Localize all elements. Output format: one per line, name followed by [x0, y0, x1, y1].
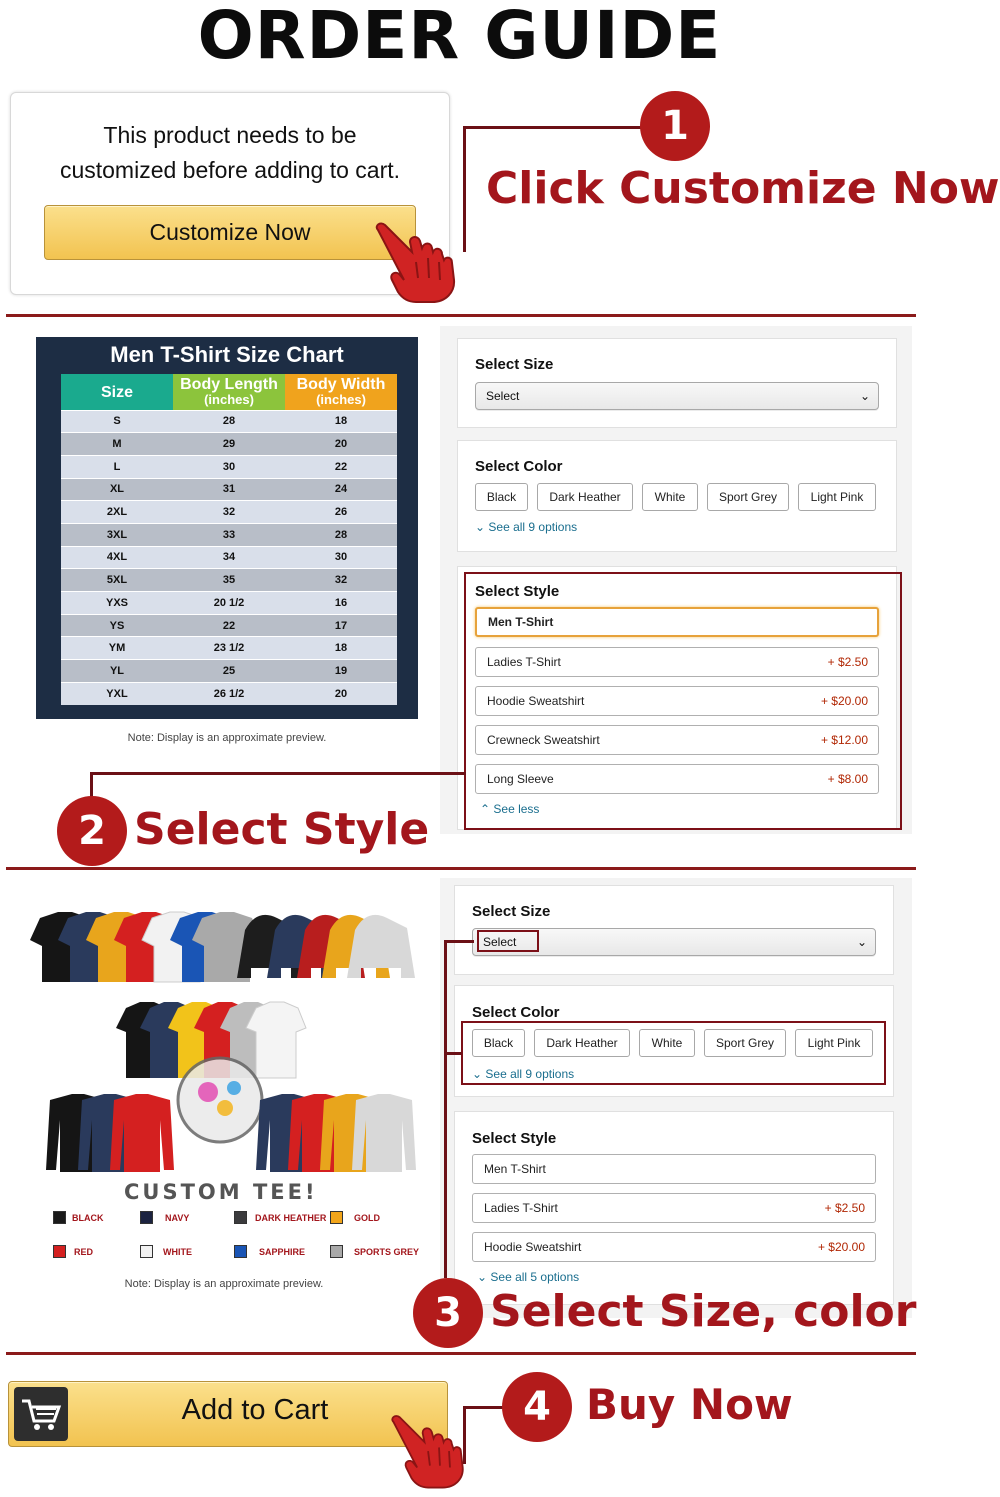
style-option-name: Men T-Shirt [488, 615, 554, 629]
width-cell: 18 [285, 410, 397, 433]
swatch-label: SPORTS GREY [354, 1247, 420, 1257]
style-option-men-tshirt[interactable] [472, 1154, 876, 1184]
style-label: Select Style [475, 583, 560, 600]
preview-note: Note: Display is an approximate preview. [124, 1278, 324, 1290]
product-preview [20, 900, 420, 1190]
customize-message-line2: customized before adding to cart. [59, 157, 401, 183]
size-cell: M [61, 433, 173, 456]
size-chart-row [61, 410, 397, 433]
size-cell: 2XL [61, 501, 173, 524]
step2-label: Select Style [134, 804, 430, 855]
mascot-logo [178, 1058, 262, 1142]
style-option-hoodie[interactable] [472, 1232, 876, 1262]
see-less-link[interactable] [480, 802, 539, 816]
see-all-colors-link[interactable] [475, 520, 577, 534]
style-option-price: + $20.00 [817, 1240, 865, 1254]
color-option-black[interactable]: Black [472, 1029, 525, 1057]
style-option-name: Crewneck Sweatshirt [487, 733, 600, 747]
width-cell: 16 [285, 592, 397, 615]
style-option-hoodie[interactable] [475, 686, 879, 716]
size-cell: YXL [61, 682, 173, 705]
width-cell: 26 [285, 501, 397, 524]
swatch-red [53, 1245, 66, 1258]
color-label: Select Color [475, 458, 563, 475]
step4-label: Buy Now [586, 1380, 793, 1429]
size-chart-row [61, 546, 397, 569]
swatch-navy [140, 1211, 153, 1224]
size-chart-row [61, 637, 397, 660]
preview-note: Note: Display is an approximate preview. [127, 732, 327, 744]
see-all-colors-text: See all 9 options [485, 1067, 575, 1081]
style-option-price: + $12.00 [820, 733, 868, 747]
size-cell: YXS [61, 592, 173, 615]
style-option-name: Men T-Shirt [484, 1162, 546, 1176]
step1-number: 1 [640, 91, 710, 161]
color-option-black[interactable]: Black [475, 483, 528, 511]
customize-message-line1: This product needs to be [103, 122, 357, 148]
see-all-styles-text: See all 5 options [490, 1270, 580, 1284]
size-chart-row [61, 592, 397, 615]
style-option-name: Hoodie Sweatshirt [484, 1240, 582, 1254]
size-dropdown-value: Select [483, 935, 517, 949]
step3-number: 3 [413, 1278, 483, 1348]
style-option-name: Ladies T-Shirt [484, 1201, 558, 1215]
size-cell: 3XL [61, 523, 173, 546]
width-header-label: Body Width [296, 376, 386, 394]
size-chart-row [61, 455, 397, 478]
step4-number: 4 [502, 1372, 572, 1442]
style-option-long-sleeve[interactable] [475, 764, 879, 794]
style-label: Select Style [472, 1130, 557, 1147]
width-cell: 20 [285, 682, 397, 705]
width-cell: 32 [285, 569, 397, 592]
size-cell: YM [61, 637, 173, 660]
style-option-price: + $2.50 [824, 1201, 865, 1215]
cart-icon [14, 1387, 68, 1441]
section-divider [6, 314, 916, 317]
size-chart-row [61, 523, 397, 546]
color-option-sport-grey[interactable]: Sport Grey [704, 1029, 786, 1057]
swatch-label: GOLD [354, 1213, 380, 1223]
pointing-hand-icon [388, 1412, 470, 1492]
customize-message [40, 118, 420, 188]
step2-connector [90, 772, 466, 775]
width-cell: 18 [285, 637, 397, 660]
length-cell: 23 1/2 [173, 637, 285, 660]
swatch-label: WHITE [163, 1247, 192, 1257]
width-header [285, 374, 397, 410]
style-option-price: + $20.00 [820, 694, 868, 708]
style-option-name: Ladies T-Shirt [487, 655, 561, 669]
see-all-colors-text: See all 9 options [488, 520, 578, 534]
step3-label: Select Size, color [490, 1286, 917, 1337]
length-cell: 20 1/2 [173, 592, 285, 615]
style-option-name: Hoodie Sweatshirt [487, 694, 585, 708]
color-label: Select Color [472, 1004, 560, 1021]
step1-label: Click Customize Now [486, 163, 1000, 214]
width-cell: 22 [285, 455, 397, 478]
size-cell: YS [61, 614, 173, 637]
style-option-men-tshirt[interactable] [475, 607, 879, 637]
length-header-label: Body Length [180, 376, 278, 394]
size-cell: L [61, 455, 173, 478]
chevron-down-icon: ⌄ [475, 520, 489, 534]
color-option-dark-heather[interactable]: Dark Heather [534, 1029, 630, 1057]
color-option-white[interactable]: White [642, 483, 698, 511]
see-all-colors-link[interactable] [472, 1067, 574, 1081]
page-title: ORDER GUIDE [197, 0, 722, 74]
step3-connector [444, 940, 474, 943]
size-chart-row [61, 478, 397, 501]
size-cell: 5XL [61, 569, 173, 592]
size-chart-row [61, 501, 397, 524]
cart-icon-svg [14, 1387, 68, 1441]
swatch-label: SAPPHIRE [259, 1247, 306, 1257]
product-brand: CUSTOM TEE! [124, 1180, 318, 1204]
size-cell: S [61, 410, 173, 433]
pointing-hand-icon [372, 222, 462, 304]
swatch-sapphire [234, 1245, 247, 1258]
width-cell: 24 [285, 478, 397, 501]
style-option-name: Long Sleeve [487, 772, 554, 786]
size-label: Select Size [475, 356, 554, 373]
chevron-down-icon: ⌄ [477, 1270, 491, 1284]
size-chart-row [61, 569, 397, 592]
style-option-price: + $8.00 [827, 772, 868, 786]
width-cell: 19 [285, 660, 397, 683]
length-cell: 26 1/2 [173, 682, 285, 705]
style-option-price: + $2.50 [827, 655, 868, 669]
size-chart-table [61, 374, 397, 705]
shirts-collage-image [20, 900, 420, 1190]
see-less-text: See less [493, 802, 540, 816]
color-option-dark-heather[interactable]: Dark Heather [537, 483, 633, 511]
length-cell: 32 [173, 501, 285, 524]
swatch-label: DARK HEATHER [255, 1213, 327, 1223]
size-chart-row [61, 614, 397, 637]
size-header [61, 374, 173, 410]
swatch-sports-grey [330, 1245, 343, 1258]
section-divider [6, 1352, 916, 1355]
chevron-up-icon: ⌃ [480, 802, 494, 816]
swatch-label: NAVY [165, 1213, 190, 1223]
step1-connector-vertical [463, 126, 466, 252]
size-dropdown-value: Select [486, 389, 520, 403]
chevron-down-icon: ⌄ [472, 1067, 486, 1081]
size-chart-row [61, 433, 397, 456]
chevron-down-icon: ⌄ [856, 935, 867, 949]
tshirt-row-1 [30, 912, 262, 982]
size-highlight-box [477, 930, 539, 952]
length-cell: 28 [173, 410, 285, 433]
step1-connector [463, 126, 643, 129]
size-header-label: Size [100, 383, 133, 401]
size-label: Select Size [472, 903, 551, 920]
style-option-ladies-tshirt[interactable] [472, 1193, 876, 1223]
section-divider [6, 867, 916, 870]
see-all-styles-link[interactable] [477, 1270, 579, 1284]
size-cell: YL [61, 660, 173, 683]
customize-now-button[interactable]: Customize Now [44, 205, 416, 260]
width-unit: (inches) [316, 392, 366, 408]
color-option-sport-grey[interactable]: Sport Grey [707, 483, 789, 511]
size-chart-row [61, 660, 397, 683]
swatch-label: RED [74, 1247, 94, 1257]
length-cell: 31 [173, 478, 285, 501]
length-cell: 34 [173, 546, 285, 569]
length-cell: 30 [173, 455, 285, 478]
length-cell: 33 [173, 523, 285, 546]
length-cell: 29 [173, 433, 285, 456]
step2-number: 2 [57, 796, 127, 866]
add-to-cart-label: Add to Cart [181, 1394, 329, 1426]
chevron-down-icon: ⌄ [859, 389, 870, 403]
swatch-black [53, 1211, 66, 1224]
size-chart-row [61, 682, 397, 705]
step3-connector-branch [444, 1052, 462, 1055]
width-cell: 17 [285, 614, 397, 637]
size-dropdown[interactable] [475, 382, 879, 410]
swatch-dark-heather [234, 1211, 247, 1224]
length-cell: 35 [173, 569, 285, 592]
step3-connector-vertical [444, 940, 447, 1278]
color-option-light-pink[interactable]: Light Pink [798, 483, 876, 511]
size-cell: XL [61, 478, 173, 501]
length-cell: 25 [173, 660, 285, 683]
color-option-light-pink[interactable]: Light Pink [795, 1029, 873, 1057]
color-option-white[interactable]: White [639, 1029, 695, 1057]
length-cell: 22 [173, 614, 285, 637]
step4-connector-vertical [463, 1406, 466, 1464]
swatch-gold [330, 1211, 343, 1224]
size-cell: 4XL [61, 546, 173, 569]
length-header [173, 374, 285, 410]
length-unit: (inches) [204, 392, 254, 408]
size-dropdown[interactable] [472, 928, 876, 956]
size-chart-title: Men T-Shirt Size Chart [110, 342, 344, 367]
swatch-white [140, 1245, 153, 1258]
swatch-label: BLACK [72, 1213, 104, 1223]
width-cell: 30 [285, 546, 397, 569]
style-option-ladies-tshirt[interactable] [475, 647, 879, 677]
width-cell: 20 [285, 433, 397, 456]
hoodie-row [237, 915, 415, 978]
style-option-crewneck[interactable] [475, 725, 879, 755]
width-cell: 28 [285, 523, 397, 546]
